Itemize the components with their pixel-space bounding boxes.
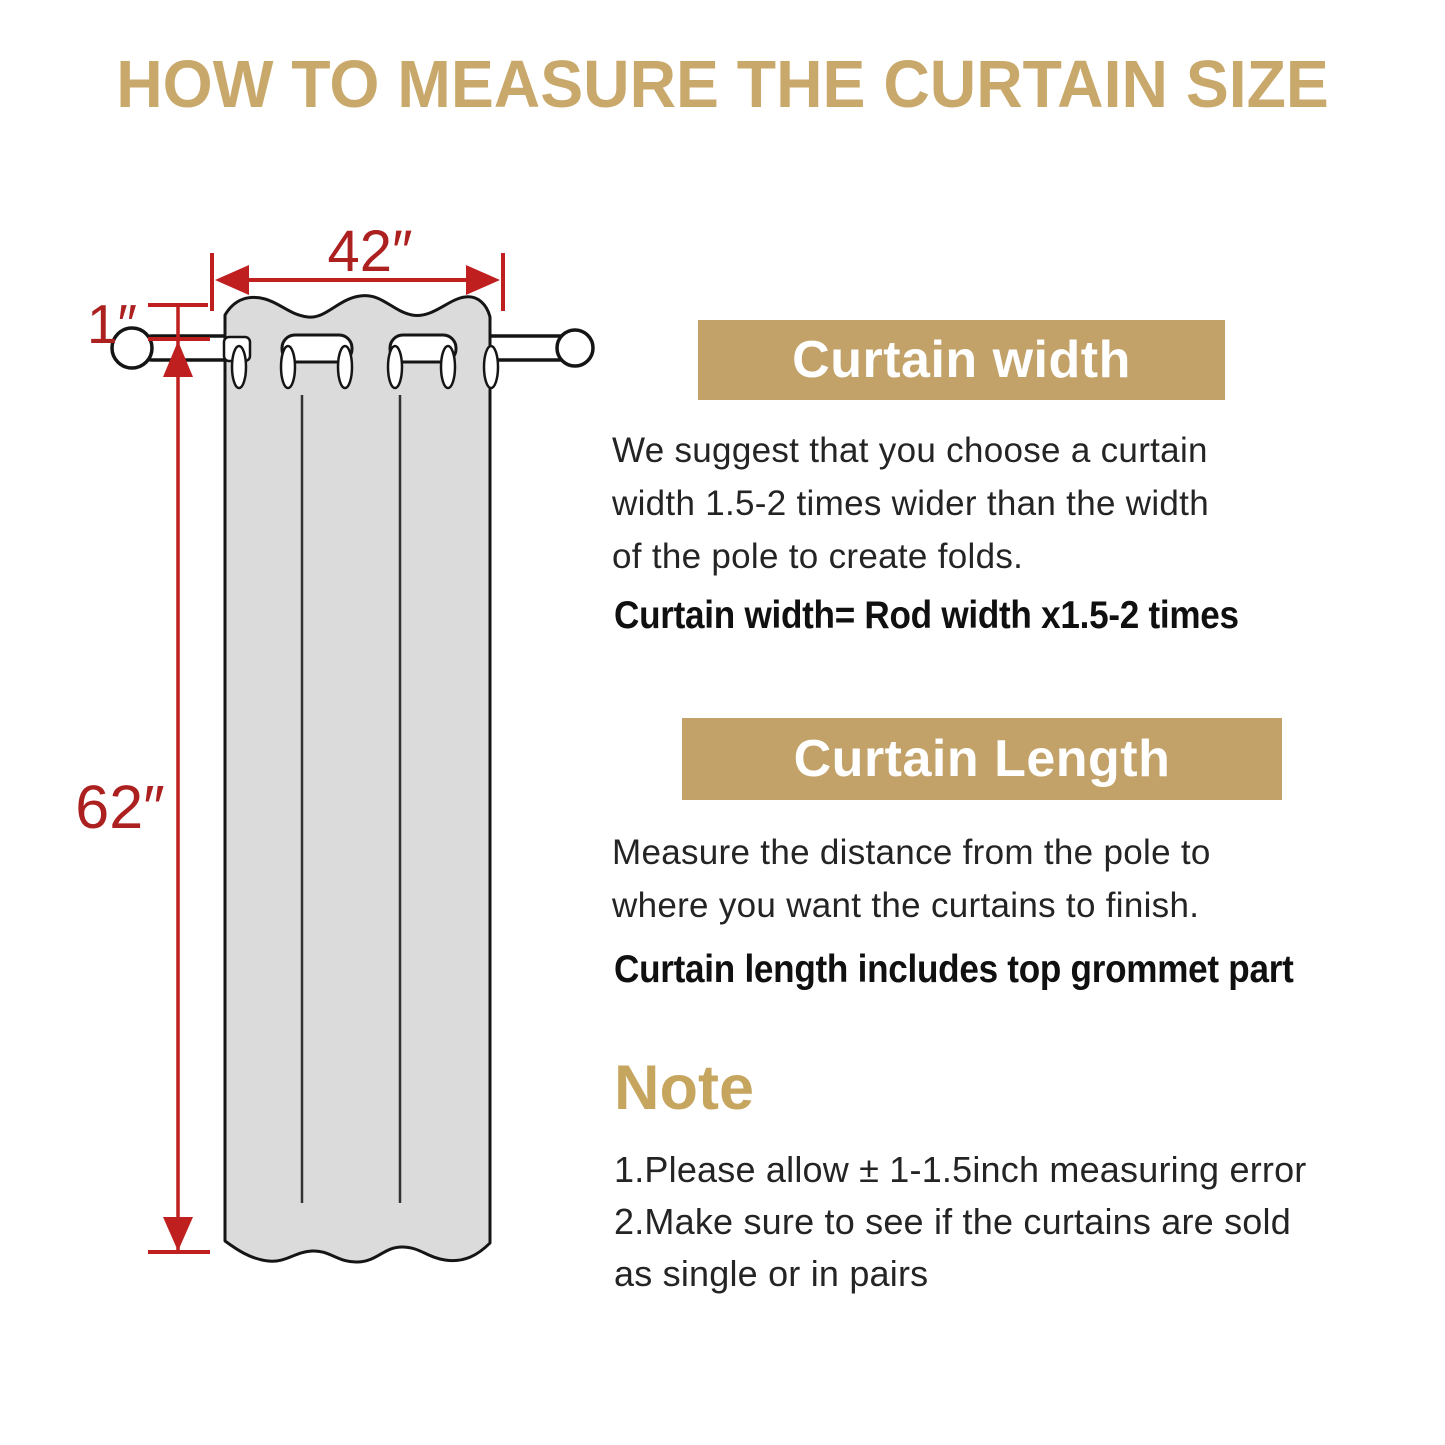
grommet-height-label: 1″ [86, 293, 138, 355]
curtain-length-description [612, 826, 1211, 932]
note-line: as single or in pairs [614, 1253, 929, 1294]
curtain-fabric [225, 296, 490, 1262]
note-line: 1.Please allow ± 1-1.5inch measuring error [614, 1149, 1307, 1190]
text-line: of the pole to create folds. [612, 537, 1024, 576]
tab-loop-2 [281, 346, 295, 388]
curtain-width-heading: Curtain width [698, 320, 1225, 400]
curtain-length-label: 62″ [75, 773, 165, 841]
text-line: width 1.5-2 times wider than the width [612, 484, 1209, 523]
text-line: Measure the distance from the pole to [612, 833, 1211, 872]
text-line: where you want the curtains to finish. [612, 886, 1200, 925]
curtain-panel [225, 296, 490, 1262]
arrowhead-right-icon [466, 265, 500, 295]
tab-loop-5 [441, 346, 455, 388]
note-line: 2.Make sure to see if the curtains are sold [614, 1201, 1291, 1242]
curtain-length-dimension [75, 293, 210, 1252]
arrowhead-left-icon [215, 265, 249, 295]
tab-loop-3 [338, 346, 352, 388]
curtain-length-heading: Curtain Length [682, 718, 1282, 800]
arrowhead-down-icon [163, 1217, 193, 1251]
curtain-measurement-diagram [40, 195, 660, 1315]
tab-loop-4 [388, 346, 402, 388]
curtain-width-description [612, 424, 1209, 583]
curtain-width-formula: Curtain width= Rod width x1.5-2 times [614, 594, 1239, 637]
page-title: HOW TO MEASURE THE CURTAIN SIZE [116, 47, 1329, 122]
rod-finial-right [557, 330, 593, 366]
rod-width-label: 42″ [327, 219, 413, 284]
curtain-length-formula: Curtain length includes top grommet part [614, 948, 1294, 991]
note-heading: Note [614, 1053, 754, 1123]
note-text [614, 1144, 1307, 1300]
tab-loop-1 [232, 346, 246, 388]
text-line: We suggest that you choose a curtain [612, 431, 1208, 470]
tab-loop-6 [484, 346, 498, 388]
